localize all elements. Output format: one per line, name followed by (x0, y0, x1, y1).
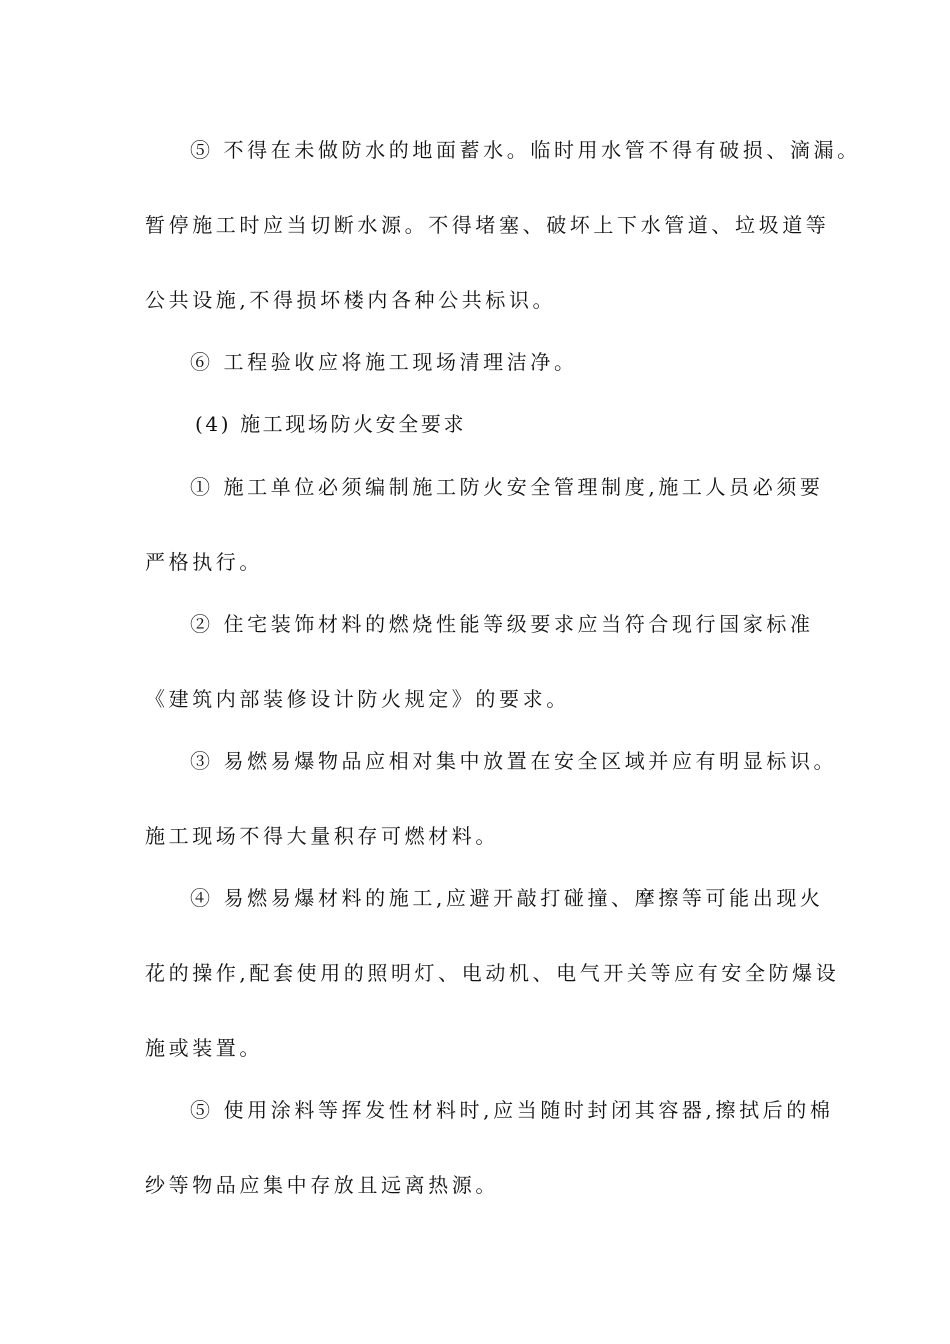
paragraph-line: 施工现场不得大量积存可燃材料。 (145, 824, 499, 848)
paragraph-line: ② 住宅装饰材料的燃烧性能等级要求应当符合现行国家标准 (190, 612, 814, 636)
section-heading: (4) 施工现场防火安全要求 (195, 412, 467, 436)
paragraph-line: 严格执行。 (145, 550, 263, 574)
paragraph-line: ③ 易燃易爆物品应相对集中放置在安全区域并应有明显标识。 (190, 749, 838, 773)
paragraph-line: ⑥ 工程验收应将施工现场清理洁净。 (190, 350, 578, 374)
paragraph-line: 纱等物品应集中存放且远离热源。 (145, 1173, 499, 1197)
paragraph-line: 花的操作,配套使用的照明灯、电动机、电气开关等应有安全防爆设 (145, 961, 840, 985)
paragraph-line: ⑤ 使用涂料等挥发性材料时,应当随时封闭其容器,擦拭后的棉 (190, 1098, 834, 1122)
paragraph-line: 《建筑内部装修设计防火规定》的要求。 (145, 687, 570, 711)
paragraph-line: 施或装置。 (145, 1036, 263, 1060)
paragraph-line: ① 施工单位必须编制施工防火安全管理制度,施工人员必须要 (190, 475, 824, 499)
paragraph-line: 公共设施,不得损坏楼内各种公共标识。 (145, 288, 557, 312)
paragraph-line: ⑤ 不得在未做防水的地面蓄水。临时用水管不得有破损、滴漏。 (190, 138, 861, 162)
paragraph-line: 暂停施工时应当切断水源。不得堵塞、破坏上下水管道、垃圾道等 (145, 213, 830, 237)
paragraph-line: ④ 易燃易爆材料的施工,应避开敲打碰撞、摩擦等可能出现火 (190, 886, 824, 910)
